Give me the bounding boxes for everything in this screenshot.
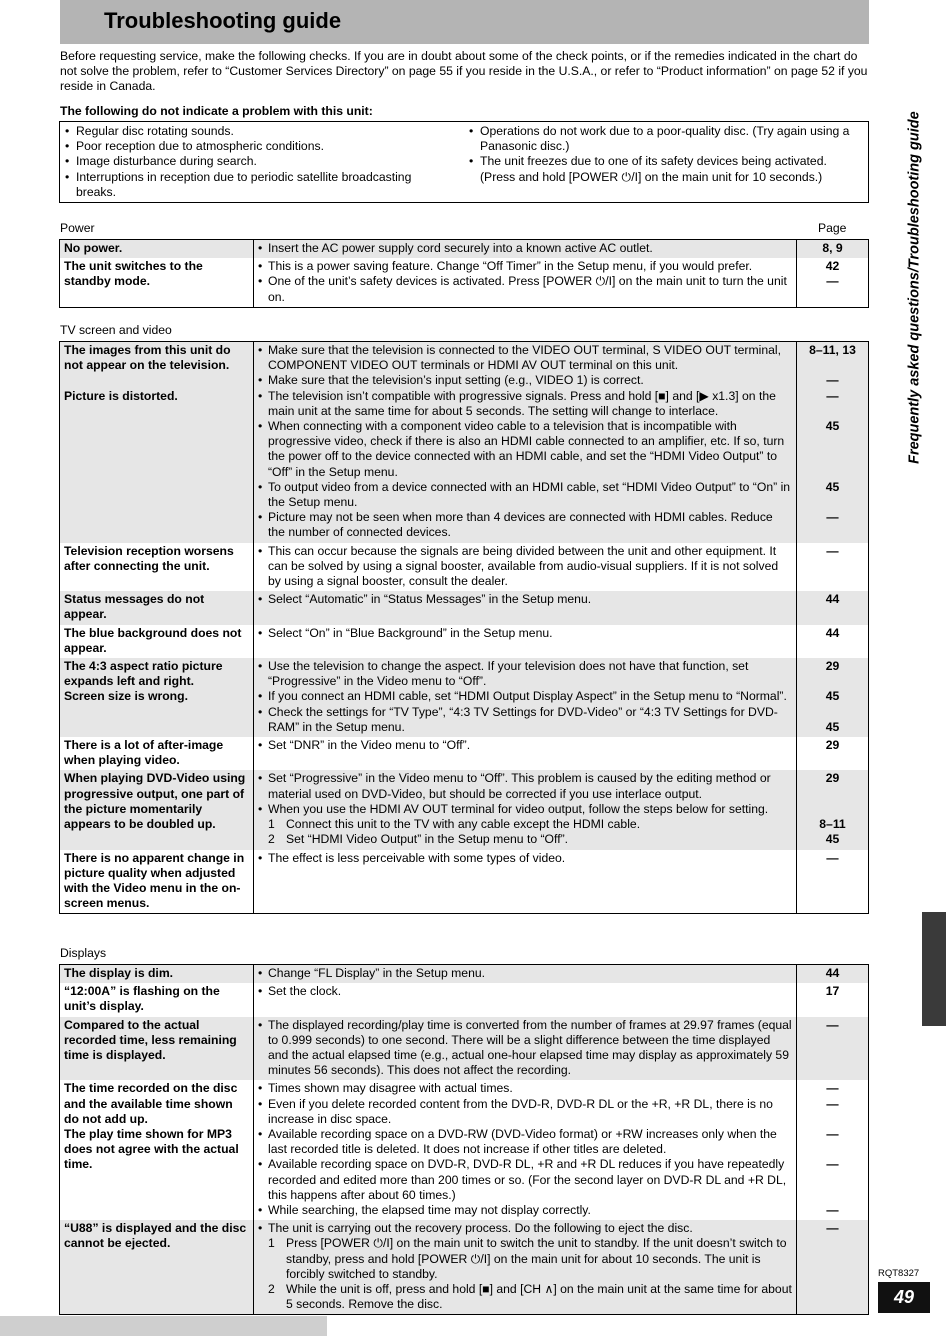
page-ref: — (826, 510, 839, 525)
page-ref: — (826, 850, 839, 865)
remedy-item: • Select “Automatic” in “Status Messages” in the Setup menu. (258, 592, 792, 607)
step-text: Set “HDMI Video Output” in the Setup menu to “Off”. (286, 832, 569, 847)
problem-cell (60, 850, 254, 914)
page-ref: — (826, 388, 839, 403)
page-ref (801, 1112, 864, 1127)
page-ref (801, 434, 864, 449)
notice-item: • Operations do not work due to a poor-quality disc. (Try again using a Panasonic disc.) (466, 124, 864, 154)
remedy-cell (254, 625, 797, 658)
page-ref-cell (797, 591, 869, 624)
side-caption-text: Frequently asked questions/Troubleshooting guide (906, 111, 923, 464)
page-ref: 29 (825, 771, 840, 786)
page-ref-cell (797, 1017, 869, 1081)
problem-text (64, 373, 249, 388)
page-ref (801, 358, 864, 373)
step-number: 1 (268, 1236, 275, 1251)
step-text: While the unit is off, press and hold [■] and [CH ∧] on the main unit at the same time for about 5 seconds. Remove the disc. (286, 1282, 792, 1312)
problem-text: Status messages do not appear. (64, 592, 205, 622)
problem-cell (60, 1220, 254, 1315)
notice-item: • Image disturbance during search. (62, 154, 442, 169)
step-number: 2 (268, 1282, 275, 1297)
page-ref: 8, 9 (822, 241, 843, 255)
remedy-item: • Set the clock. (258, 984, 792, 999)
remedy-cell (254, 1220, 797, 1315)
page-ref (801, 1142, 864, 1157)
notice-heading: The following do not indicate a problem with this unit: (60, 104, 373, 118)
remedy-cell (254, 1017, 797, 1081)
remedy-item: • The television isn’t compatible with progressive signals. Press and hold [■] and [▶ x1.3] on the main unit at the same time for about 5 seconds. The setting will change to interlace. (258, 389, 792, 419)
remedy-item: • The effect is less perceivable with some types of video. (258, 851, 792, 866)
step-number: 1 (268, 817, 275, 832)
remedy-step (258, 817, 792, 832)
title-bar (60, 0, 869, 44)
page-ref: — (826, 1096, 839, 1111)
page-ref-cell (797, 342, 869, 543)
page-ref: 17 (825, 984, 840, 999)
table-row (60, 240, 869, 259)
problem-text: “12:00A” is flashing on the unit’s display. (64, 984, 220, 1014)
remedy-cell (254, 850, 797, 914)
remedy-item: • Use the television to change the aspect. If your television does not have that function, set “Progressive” in the Video menu to “Off”. (258, 659, 792, 689)
page-ref: 45 (825, 419, 840, 434)
step-number: 2 (268, 832, 275, 847)
remedy-item: • Select “On” in “Blue Background” in the Setup menu. (258, 626, 792, 641)
problem-cell (60, 1080, 254, 1220)
problem-text: The images from this unit do not appear on the television. (64, 343, 231, 373)
page-column-header: Page (818, 221, 847, 235)
remedy-item: • One of the unit’s safety devices is activated. Press [POWER ⏻/I] on the main unit to turn the unit on. (258, 274, 792, 304)
page-ref: 44 (825, 625, 840, 640)
remedy-step (258, 1236, 792, 1282)
remedy-step (258, 832, 792, 847)
remedy-cell (254, 240, 797, 259)
remedy-item: • Make sure that the television is connected to the VIDEO OUT terminal, S VIDEO OUT terminal, COMPONENT VIDEO OUT terminals or HDMI AV OUT terminal on this unit. (258, 343, 792, 373)
problem-cell (60, 258, 254, 307)
side-caption (900, 100, 930, 490)
remedy-cell (254, 258, 797, 307)
remedy-item: • Set “Progressive” in the Video menu to “Off”. This problem is caused by the editing method or material used on DVD-Video, but should be corrected if you use interlace output. (258, 771, 792, 801)
footer-bar (0, 1316, 327, 1336)
tv-table (59, 341, 869, 914)
table-row (60, 1017, 869, 1081)
problem-text: The play time shown for MP3 does not agree with the actual time. (64, 1127, 239, 1172)
page-ref: — (826, 1221, 839, 1236)
page-ref-cell (797, 737, 869, 770)
remedy-item: • Set “DNR” in the Video menu to “Off”. (258, 738, 792, 753)
notice-item: • Interruptions in reception due to periodic satellite broadcasting breaks. (62, 170, 442, 200)
notice-item: • Poor reception due to atmospheric conditions. (62, 139, 442, 154)
page-ref: 44 (825, 966, 840, 980)
page-ref: — (826, 1017, 839, 1032)
page-ref (801, 1188, 864, 1203)
problem-cell (60, 983, 254, 1016)
notice-item: • The unit freezes due to one of its safety devices being activated. (Press and hold [POWER ⏻/I] on the main unit for 10 seconds.) (466, 154, 864, 184)
notice-item: • Regular disc rotating sounds. (62, 124, 442, 139)
remedy-item: • To output video from a device connected with an HDMI cable, set “HDMI Video Output” to “On” in the Setup menu. (258, 480, 792, 510)
remedy-item: • Insert the AC power supply cord securely into a known active AC outlet. (258, 241, 792, 256)
page-ref-cell (797, 965, 869, 984)
remedy-item: • Even if you delete recorded content from the DVD-R, DVD-R DL or the +R, +R DL, there is no increase in disc space. (258, 1097, 792, 1127)
remedy-cell (254, 983, 797, 1016)
table-row (60, 737, 869, 770)
table-row (60, 591, 869, 624)
problem-cell (60, 625, 254, 658)
problem-text: Television reception worsens after connecting the unit. (64, 543, 234, 573)
document-code: RQT8327 (878, 1268, 920, 1279)
page-ref-cell (797, 850, 869, 914)
page-ref-cell (797, 240, 869, 259)
remedy-cell (254, 1080, 797, 1220)
problem-text: There is no apparent change in picture quality when adjusted with the Video menu in the on-screen menus. (64, 850, 245, 911)
page-ref: 29 (825, 659, 840, 674)
page-ref: 45 (825, 479, 840, 494)
problem-text: Picture is distorted. (64, 388, 178, 403)
page-ref (801, 1173, 864, 1188)
page-ref (801, 802, 864, 817)
page-ref: 44 (825, 592, 840, 607)
problem-cell (60, 342, 254, 543)
problem-cell (60, 543, 254, 592)
remedy-item: • If you connect an HDMI cable, set “HDMI Output Display Aspect” in the Setup menu to “Normal”. (258, 689, 792, 704)
page-ref-cell (797, 983, 869, 1016)
displays-table (59, 964, 869, 1315)
table-row (60, 258, 869, 307)
remedy-item: • This is a power saving feature. Change “Off Timer” in the Setup menu, if you would prefer. (258, 259, 792, 274)
page-ref: — (826, 373, 839, 388)
problem-text: The 4:3 aspect ratio picture expands left and right. (64, 659, 223, 689)
remedy-item: • Make sure that the television’s input setting (e.g., VIDEO 1) is correct. (258, 373, 792, 388)
section-tab-marker (922, 912, 946, 1026)
page-ref (801, 449, 864, 464)
problem-text: “U88” is displayed and the disc cannot be ejected. (64, 1221, 247, 1251)
problem-cell (60, 240, 254, 259)
table-row (60, 658, 869, 737)
problem-text: Screen size is wrong. (64, 689, 188, 704)
table-row (60, 770, 869, 849)
page-ref (801, 674, 864, 689)
remedy-item: • Check the settings for “TV Type”, “4:3 TV Settings for DVD-Video” or “4:3 TV Settings for DVD-RAM” in the Setup menu. (258, 705, 792, 735)
problem-text: The display is dim. (64, 966, 174, 980)
remedy-item: • Available recording space on DVD-R, DVD-R DL, +R and +R DL reduces if you have repeatedly recorded and edited more than 200 times or so. (For the second layer on DVD-R DL and +R DL, this happens after about 60 times.) (258, 1157, 792, 1203)
page-ref-cell (797, 543, 869, 592)
page-ref-cell (797, 658, 869, 737)
problem-cell (60, 737, 254, 770)
page-ref: — (826, 1203, 839, 1218)
problem-text: Compared to the actual recorded time, less remaining time is displayed. (64, 1017, 237, 1063)
problem-text: The blue background does not appear. (64, 625, 242, 655)
notice-box (59, 121, 869, 203)
problem-cell (60, 591, 254, 624)
remedy-step (258, 1282, 792, 1312)
notice-list-left (62, 124, 442, 200)
problem-text: The unit switches to the standby mode. (64, 259, 203, 289)
problem-cell (60, 770, 254, 849)
page-ref (801, 404, 864, 419)
remedy-item: • This can occur because the signals are being divided between the unit and other equipment. It can be solved by using a signal booster, available from audio-visual suppliers. If it is not solved by using a signal booster, consult the dealer. (258, 544, 792, 590)
table-row (60, 342, 869, 543)
remedy-item: • When connecting with a component video cable to a television that is incompatible with progressive video, check if there is also an HDMI cable connected to an amplifier, etc. If so, turn the power off to the device connected with an HDMI cable, and set the “HDMI Video Output” to “Off” in the Setup menu. (258, 419, 792, 480)
remedy-item: • The unit is carrying out the recovery process. Do the following to eject the disc. (258, 1221, 792, 1236)
remedy-cell (254, 770, 797, 849)
page-ref (801, 787, 864, 802)
problem-cell (60, 658, 254, 737)
problem-text: When playing DVD-Video using progressive output, one part of the picture momentarily appears to be doubled up. (64, 771, 246, 832)
page-ref (801, 495, 864, 510)
page-ref-cell (797, 625, 869, 658)
table-row (60, 1220, 869, 1315)
remedy-item: • Picture may not be seen when more than 4 devices are connected with HDMI cables. Reduce the number of connected devices. (258, 510, 792, 540)
remedy-cell (254, 543, 797, 592)
remedy-cell (254, 591, 797, 624)
page-ref-cell (797, 1080, 869, 1220)
page-ref-cell (797, 1220, 869, 1315)
page-ref: 45 (825, 832, 840, 847)
page-ref: 8–11, 13 (809, 343, 856, 357)
intro-paragraph: Before requesting service, make the following checks. If you are in doubt about some of the check points, or if the remedies indicated in the chart do not solve the problem, refer to “Customer Services Directory” on page 55 if you reside in the U.S.A., or refer to “Product information” on page 52 if you reside in Canada. (60, 49, 868, 94)
section-label-tv: TV screen and video (60, 323, 172, 337)
page-ref: 29 (825, 738, 840, 753)
page-ref: 8–11 (819, 817, 846, 832)
problem-text: No power. (64, 241, 123, 255)
page-ref (801, 465, 864, 480)
remedy-item: • When you use the HDMI AV OUT terminal for video output, follow the steps below for setting. (258, 802, 792, 817)
section-label-displays: Displays (60, 946, 107, 960)
page-ref-cell (797, 770, 869, 849)
problem-cell (60, 1017, 254, 1081)
section-label-power: Power (60, 221, 95, 235)
table-row (60, 543, 869, 592)
remedy-cell (254, 658, 797, 737)
remedy-item: • Available recording space on a DVD-RW (DVD-Video format) or +RW increases only when the last recorded title is deleted. It does not increase if other titles are deleted. (258, 1127, 792, 1157)
notice-list-right (466, 124, 864, 185)
table-row (60, 965, 869, 984)
table-row (60, 1080, 869, 1220)
power-table (59, 239, 869, 308)
remedy-item: • Times shown may disagree with actual times. (258, 1081, 792, 1096)
page-ref (801, 705, 864, 720)
remedy-item: • The displayed recording/play time is converted from the number of frames at 29.97 frames (equal to 0.999 seconds) to one second. There will be a slight difference between the time displayed and the actual elapsed time (e.g., actual one-hour elapsed time may display as approximately 59 minutes 56 seconds). This does not affect the recording. (258, 1018, 792, 1079)
problem-text: There is a lot of after-image when playing video. (64, 738, 224, 768)
remedy-cell (254, 342, 797, 543)
page-ref: — (826, 1157, 839, 1172)
page-ref-cell (797, 258, 869, 307)
problem-text: The time recorded on the disc and the available time shown do not add up. (64, 1081, 238, 1126)
remedy-cell (254, 965, 797, 984)
page-ref: 45 (825, 719, 840, 734)
page-ref: — (826, 1127, 839, 1142)
step-text: Press [POWER ⏻/I] on the main unit to switch the unit to standby. If the unit doesn’t switch to standby, press and hold [POWER ⏻/I] on the main unit for about 10 seconds. The unit is forcibly switched to standby. (286, 1236, 787, 1281)
problem-cell (60, 965, 254, 984)
table-row (60, 983, 869, 1016)
page-number: 49 (878, 1282, 930, 1313)
page-ref: 42 (825, 259, 840, 274)
step-text: Connect this unit to the TV with any cable except the HDMI cable. (286, 817, 641, 832)
page-ref: 45 (825, 689, 840, 704)
page-ref: — (826, 543, 839, 558)
page-title: Troubleshooting guide (104, 8, 342, 33)
remedy-cell (254, 737, 797, 770)
table-row (60, 625, 869, 658)
page-ref: — (826, 274, 839, 289)
remedy-item: • Change “FL Display” in the Setup menu. (258, 966, 792, 981)
table-row (60, 850, 869, 914)
remedy-item: • While searching, the elapsed time may not display correctly. (258, 1203, 792, 1218)
page-ref: — (826, 1081, 839, 1096)
